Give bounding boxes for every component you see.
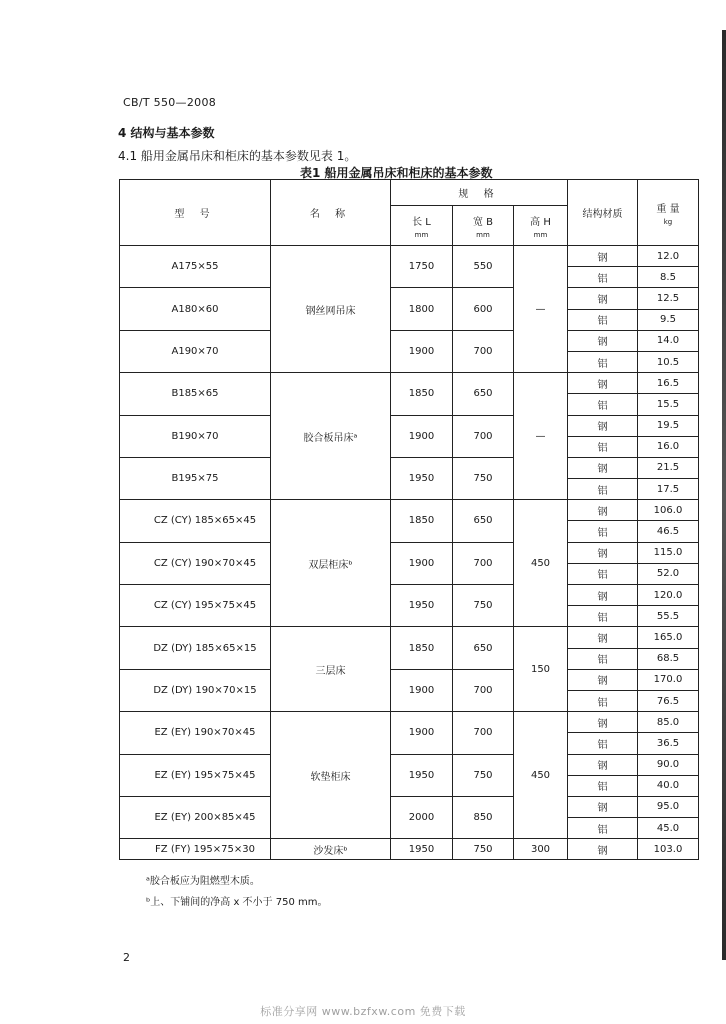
weight-cell: 16.0 [638, 436, 699, 457]
material-cell: 铝 [568, 818, 638, 839]
length-cell: 1850 [391, 500, 453, 542]
length-cell: 1900 [391, 712, 453, 754]
model-cell: A175×55 [120, 246, 271, 288]
weight-cell: 170.0 [638, 669, 699, 690]
width-cell: 650 [453, 500, 514, 542]
material-cell: 钢 [568, 373, 638, 394]
name-cell: 三层床 [271, 627, 391, 712]
header-spec: 规 格 [391, 180, 568, 206]
weight-cell: 95.0 [638, 796, 699, 817]
table-row [120, 796, 699, 817]
length-cell: 1900 [391, 669, 453, 711]
header-name: 名 称 [271, 180, 391, 246]
weight-cell: 115.0 [638, 542, 699, 563]
length-cell: 1750 [391, 246, 453, 288]
table-row [120, 415, 699, 436]
model-cell: B190×70 [120, 415, 271, 457]
length-cell: 1900 [391, 542, 453, 584]
width-cell: 750 [453, 585, 514, 627]
weight-cell: 14.0 [638, 330, 699, 351]
weight-cell: 120.0 [638, 585, 699, 606]
length-cell: 2000 [391, 796, 453, 838]
width-cell: 700 [453, 415, 514, 457]
watermark: 标准分享网 www.bzfxw.com 免费下载 [260, 1005, 466, 1018]
header-width: 宽 B mm [453, 206, 514, 246]
weight-cell: 36.5 [638, 733, 699, 754]
weight-cell: 9.5 [638, 309, 699, 330]
material-cell: 铝 [568, 479, 638, 500]
weight-cell: 17.5 [638, 479, 699, 500]
material-cell: 钢 [568, 585, 638, 606]
name-cell: 软垫柜床 [271, 712, 391, 839]
model-cell: A190×70 [120, 330, 271, 372]
height-cell: 150 [514, 627, 568, 712]
material-cell: 铝 [568, 436, 638, 457]
material-cell: 铝 [568, 267, 638, 288]
material-cell: 钢 [568, 839, 638, 860]
table-row [120, 839, 699, 860]
material-cell: 钢 [568, 246, 638, 267]
length-cell: 1800 [391, 288, 453, 330]
material-cell: 铝 [568, 648, 638, 669]
length-cell: 1950 [391, 754, 453, 796]
material-cell: 铝 [568, 606, 638, 627]
material-cell: 钢 [568, 457, 638, 478]
width-cell: 750 [453, 839, 514, 860]
weight-cell: 21.5 [638, 457, 699, 478]
height-cell: — [514, 246, 568, 373]
table-row [120, 627, 699, 648]
table-row [120, 246, 699, 267]
length-cell: 1950 [391, 457, 453, 499]
material-cell: 钢 [568, 627, 638, 648]
weight-cell: 52.0 [638, 563, 699, 584]
material-cell: 铝 [568, 309, 638, 330]
material-cell: 钢 [568, 669, 638, 690]
height-cell: — [514, 373, 568, 500]
material-cell: 铝 [568, 563, 638, 584]
material-cell: 钢 [568, 712, 638, 733]
length-cell: 1900 [391, 330, 453, 372]
table-row [120, 500, 699, 521]
width-cell: 700 [453, 712, 514, 754]
material-cell: 铝 [568, 775, 638, 796]
material-cell: 钢 [568, 330, 638, 351]
width-cell: 650 [453, 373, 514, 415]
material-cell: 铝 [568, 521, 638, 542]
model-cell: EZ (EY) 195×75×45 [120, 754, 271, 796]
weight-cell: 55.5 [638, 606, 699, 627]
length-cell: 1900 [391, 415, 453, 457]
model-cell: FZ (FY) 195×75×30 [120, 839, 271, 860]
weight-cell: 76.5 [638, 690, 699, 711]
material-cell: 钢 [568, 754, 638, 775]
weight-cell: 68.5 [638, 648, 699, 669]
table-row [120, 330, 699, 351]
weight-cell: 8.5 [638, 267, 699, 288]
length-cell: 1850 [391, 373, 453, 415]
header-length: 长 L mm [391, 206, 453, 246]
weight-cell: 12.0 [638, 246, 699, 267]
width-cell: 700 [453, 669, 514, 711]
weight-cell: 15.5 [638, 394, 699, 415]
material-cell: 钢 [568, 542, 638, 563]
material-cell: 钢 [568, 796, 638, 817]
header-weight: 重 量 kg [638, 180, 699, 246]
table-row [120, 457, 699, 478]
table-row [120, 373, 699, 394]
material-cell: 钢 [568, 500, 638, 521]
weight-cell: 165.0 [638, 627, 699, 648]
height-cell: 450 [514, 500, 568, 627]
weight-cell: 106.0 [638, 500, 699, 521]
table-row [120, 754, 699, 775]
model-cell: DZ (DY) 185×65×15 [120, 627, 271, 669]
model-cell: CZ (CY) 195×75×45 [120, 585, 271, 627]
model-cell: CZ (CY) 190×70×45 [120, 542, 271, 584]
material-cell: 铝 [568, 733, 638, 754]
scan-edge [722, 30, 726, 960]
weight-cell: 19.5 [638, 415, 699, 436]
model-cell: DZ (DY) 190×70×15 [120, 669, 271, 711]
model-cell: CZ (CY) 185×65×45 [120, 500, 271, 542]
table-row [120, 542, 699, 563]
width-cell: 700 [453, 542, 514, 584]
width-cell: 600 [453, 288, 514, 330]
name-cell: 双层柜床ᵇ [271, 500, 391, 627]
table-row [120, 288, 699, 309]
name-cell: 钢丝网吊床 [271, 246, 391, 373]
clause-text: 4.1 船用金属吊床和柜床的基本参数见表 1。 [118, 149, 357, 163]
name-cell: 胶合板吊床ᵃ [271, 373, 391, 500]
weight-cell: 90.0 [638, 754, 699, 775]
table-caption: 表1 船用金属吊床和柜床的基本参数 [300, 166, 493, 180]
model-cell: EZ (EY) 200×85×45 [120, 796, 271, 838]
length-cell: 1850 [391, 627, 453, 669]
footnote-b: ᵇ上、下铺间的净高 x 不小于 750 mm。 [146, 897, 328, 908]
table-row [120, 712, 699, 733]
material-cell: 钢 [568, 415, 638, 436]
width-cell: 700 [453, 330, 514, 372]
material-cell: 铝 [568, 394, 638, 415]
footnote-a: ᵃ胶合板应为阻燃型木质。 [146, 876, 260, 887]
width-cell: 750 [453, 754, 514, 796]
model-cell: A180×60 [120, 288, 271, 330]
height-cell: 300 [514, 839, 568, 860]
width-cell: 650 [453, 627, 514, 669]
width-cell: 750 [453, 457, 514, 499]
section-heading: 4 结构与基本参数 [118, 126, 215, 140]
weight-cell: 85.0 [638, 712, 699, 733]
header-material: 结构材质 [568, 180, 638, 246]
weight-cell: 10.5 [638, 351, 699, 372]
page-number: 2 [123, 951, 130, 964]
width-cell: 850 [453, 796, 514, 838]
weight-cell: 45.0 [638, 818, 699, 839]
table-row [120, 669, 699, 690]
weight-cell: 46.5 [638, 521, 699, 542]
name-cell: 沙发床ᵇ [271, 839, 391, 860]
material-cell: 钢 [568, 288, 638, 309]
standard-code: CB/T 550—2008 [123, 96, 217, 109]
header-model: 型 号 [120, 180, 271, 246]
table-body [120, 246, 699, 860]
parameters-table [119, 179, 699, 860]
width-cell: 550 [453, 246, 514, 288]
height-cell: 450 [514, 712, 568, 839]
weight-cell: 16.5 [638, 373, 699, 394]
weight-cell: 40.0 [638, 775, 699, 796]
weight-cell: 103.0 [638, 839, 699, 860]
model-cell: EZ (EY) 190×70×45 [120, 712, 271, 754]
length-cell: 1950 [391, 585, 453, 627]
table-row [120, 585, 699, 606]
model-cell: B185×65 [120, 373, 271, 415]
length-cell: 1950 [391, 839, 453, 860]
weight-cell: 12.5 [638, 288, 699, 309]
header-height: 高 H mm [514, 206, 568, 246]
material-cell: 铝 [568, 690, 638, 711]
model-cell: B195×75 [120, 457, 271, 499]
material-cell: 铝 [568, 351, 638, 372]
